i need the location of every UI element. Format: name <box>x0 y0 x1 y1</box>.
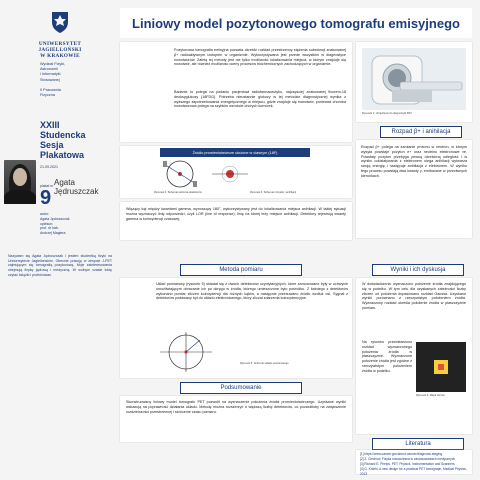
faculty-nav <box>40 62 110 98</box>
method-text: Układ pomiarowy (rysunek 5) składał się z dwóch detektorów scyntylacyjnych, które zamocowane były w uchwycie umożliwiającym obracanie ich po okręgu w źródła, którego umieszczone było pośrodku. Z każdego z detektorów wykonano pomiar zliczeń koincydencji dla różnych kątów, a następnie przesuwano źródło wzdłuż osi. Sygnał z detektorów podawany był do układu elektronicznego, który zliczał zdarzenia koincydencyjne. <box>156 282 348 301</box>
decay-diagram-caption: Rysunek 3: Schemat rozpadu i anihilacji <box>250 191 296 194</box>
poster-title: Liniowy model pozytonowego tomografu emisyjnego <box>132 15 460 31</box>
university-name-1: UNIWERSYTET <box>38 41 82 47</box>
event-line: Plakatowa <box>40 150 85 160</box>
method-panel <box>120 278 352 378</box>
main-content <box>120 8 472 476</box>
author-first-name: Agata <box>54 178 75 187</box>
author-last-name: Jędruszczak <box>54 187 99 196</box>
results-panel <box>356 278 472 434</box>
left-column <box>0 0 114 480</box>
credit-line: autor: <box>40 212 49 216</box>
poster-number: 9 <box>40 187 52 209</box>
author-name <box>54 178 98 196</box>
diagram-caption: Źródło promieniotwórcze ułożone w ciasnym (18F) <box>160 148 310 157</box>
summary-panel <box>120 396 352 442</box>
results-text-2: Na rysunku przedstawiono rozkład wyznaczonego położenia źródła w płaszczyźnie. Wyznaczone położenie źródła jest zgodne z rzeczywistym położeniem źródła w pudełku. <box>362 340 412 373</box>
literature-panel <box>356 450 472 474</box>
university-logo <box>10 10 110 59</box>
nav-item[interactable]: Wydział Fizyki, <box>40 62 66 66</box>
section-decay-header: Rozpad β+ i anihilacja <box>380 126 462 138</box>
scanner-panel <box>356 42 472 122</box>
nav-item[interactable]: Fizyczna <box>40 93 55 98</box>
credit-line: Andrzej Magiera <box>40 231 66 236</box>
university-name-2: JAGIELLOŃSKI <box>38 47 82 53</box>
credits <box>40 212 110 236</box>
diagram-panel <box>120 146 352 198</box>
reference[interactable]: [3] Richard E. Phelps, PET: Physics, Instrumentation and Scanners <box>360 462 455 466</box>
event-title <box>40 120 112 172</box>
event-line: Studencka <box>40 130 86 140</box>
section-results-header: Wyniki i ich dyskusja <box>372 264 464 276</box>
university-name-3: W KRAKOWIE <box>40 53 80 59</box>
wide-text: Wiązący kąt między kwantami gamma, wynoszący 180°, wykorzystywany jest do lokalizowania miejsca anihilacji. W takiej sytuacji można wyznaczyć linię odpowiedzi, czyli LOR (line of response), linię na której leży miejsce anihilacji. Detektory rejestrują kwanty gamma w koincydencji czasowej. <box>126 207 346 221</box>
detector-ring-diagram <box>150 158 250 190</box>
pet-scanner-image <box>362 48 466 110</box>
nav-item[interactable]: i Informatyki <box>40 72 61 77</box>
results-text: W doświadczeniu wyznaczono położenie źródła znajdującego się w pudełku. W tym celu dla uzyskanych zależności liczby zliczeń od położenia dopasowano rozkład Gaussa. Uzyskane wyniki porównano z rzeczywistym położeniem źródła. Wyznaczony rozkład określa położenie źródła w płaszczyźnie pomiaru. <box>362 282 466 310</box>
credit-line: opiekun: <box>40 221 54 226</box>
event-date: 21.09.2021 <box>40 165 58 169</box>
event-line: XXIII <box>40 120 60 130</box>
setup-diagram <box>156 328 236 372</box>
title-bar <box>120 8 472 38</box>
intro-text: Pozytonowa tomografia emisyjna pozwala określić rozkład przestrzenny stężenia substancji znakowanej β+ radioaktywnym izotopem w organizmie. Wykorzystywana jest przede wszystkim w diagnostyce nowotworów. Zaletą tej metody jest nie tylko możliwość lokalizowania miejsca, w którym znajduje się nowotwór, ale również możliwość oceny procesów biochemicznych zachodzących w organizmie. <box>174 48 346 67</box>
decay-panel <box>356 140 472 238</box>
intro-text-2: Badanie to polega na podaniu pacjentowi radiofarmaceutyku, najczęściej znakowanej fluorem-18 deoksyglukozy (18FDG). Potrzeba nieustannie glukozy w tej metodzie diagnostycznej wynika z wyższego zapotrzebowania energetycznego w miejscu, gdzie znajduje się nowotwór, ponieważ choroba nowotworowa polega na szybkim wzroście chorych komórek. <box>174 90 346 109</box>
grid-caption: Rysunek 6: Mapa zliczeń <box>416 394 445 397</box>
reference[interactable]: [4] G. Kniehl, A new design for a practical PET tomograph, Medical Physics, 2013 <box>360 467 467 476</box>
section-method-header: Metoda pomiaru <box>180 264 302 276</box>
wide-text-panel <box>120 202 352 240</box>
crest-icon <box>50 10 70 34</box>
nav-item[interactable]: Stosowanej <box>40 77 60 82</box>
poster-number-label: plakat nr <box>40 184 54 188</box>
method-caption: Rysunek 5: Schemat układu pomiarowego <box>240 362 289 365</box>
reference[interactable]: [2] Z. Ciechow, Fizyka nowoczesna w zastosowaniach medycznych <box>360 457 456 461</box>
decay-text: Rozpad β+ polega na zamianie protonu w neutron, w którym wysyła powstaje pozyton e+ oraz neutrino elektronowe νe. Powstały pozyton przebyga pewną określoną odległość i w wyniku oddziaływania z elektronem ulega anihilacji wytwarza swoją energię i następuje anihilacja z elektronem. W wyniku tego procesu powstają dwa kwanty γ, emitowane w przeciwnych kierunkach. <box>361 145 467 178</box>
author-photo <box>4 160 36 204</box>
event-line: Sesja <box>40 140 64 150</box>
summary-text: Skonstruowany liniowy model tomografu PET pozwolił na wyznaczenie położenia źródła promieniotwórczego. Uzyskane wyniki wskazują na poprawność działania układu. Metodę można rozszerzyć o większą liczbę detektorów, co pozwoliłoby na zwiększenie rozdzielczości przestrzennej i skrócenie czasu pomiaru. <box>126 400 346 414</box>
nav-item[interactable]: II Pracownia <box>40 87 61 92</box>
credit-line: prof. dr hab. <box>40 226 59 231</box>
count-map <box>416 342 466 392</box>
intro-panel <box>120 42 352 142</box>
nav-item[interactable]: Astronomii <box>40 67 58 72</box>
reference[interactable]: [1] https://www.cancer.gov/about-cancer/diagnosis-staging <box>360 452 443 456</box>
scanner-caption: Rysunek 1: Urządzenie do diagnostyki PET <box>362 112 412 115</box>
author-bio: Nazywam się Agata Jędruszczak i jestem studentką fizyki na Uniwersytecie Jagiellońskim. Obecnie pracuję w zespole J-PET zajmującym się tomografią pozytonową. Moje zainteresowania obejmują fizykę jądrową i medyczną. W wolnym czasie lubię czytać książki i podróżować. <box>8 254 112 277</box>
ring-caption: Rysunek 2: Schemat ułożenia detektorów <box>154 191 202 194</box>
section-summary-header: Podsumowanie <box>180 382 302 394</box>
credit-line: Agata Jędruszczak <box>40 216 70 221</box>
section-literature-header: Literatura <box>372 438 464 450</box>
